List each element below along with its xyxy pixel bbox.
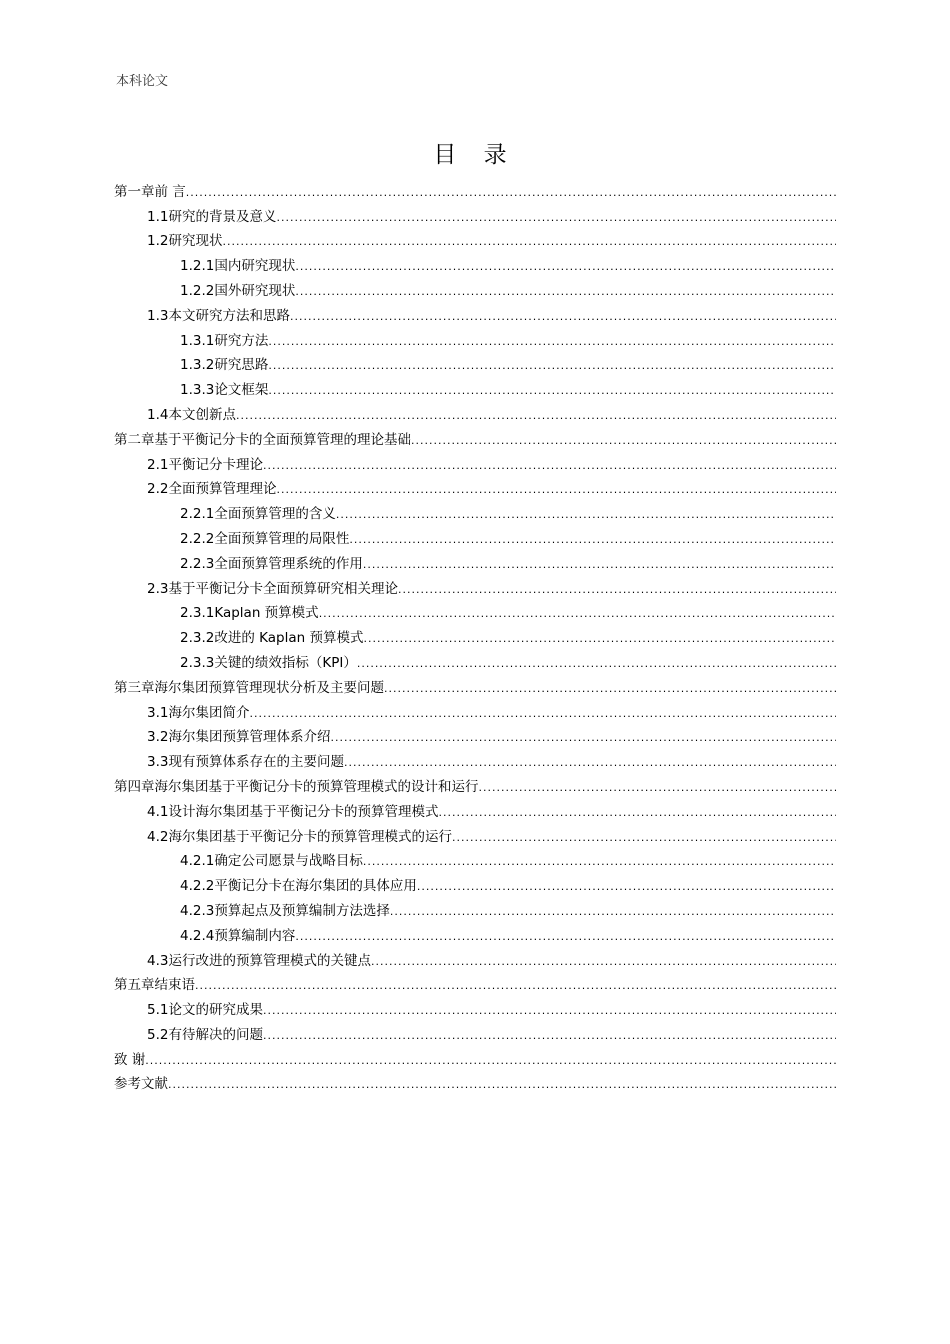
toc-entry[interactable] <box>114 598 836 623</box>
toc-entry-label: 2.2全面预算管理理论 <box>147 481 277 498</box>
toc-dot-leader <box>186 184 836 201</box>
toc-entry[interactable] <box>114 449 836 474</box>
toc-dot-leader <box>276 209 836 226</box>
toc-entry[interactable] <box>114 498 836 523</box>
toc-entry-label: 3.2海尔集团预算管理体系介绍 <box>147 729 331 746</box>
toc-dot-leader <box>390 903 836 920</box>
toc-entry[interactable] <box>114 300 836 325</box>
toc-dot-leader <box>384 680 836 697</box>
toc-dot-leader <box>363 853 836 870</box>
toc-dot-leader <box>398 581 836 598</box>
toc-entry[interactable] <box>114 722 836 747</box>
toc-dot-leader <box>222 233 836 250</box>
toc-entry-label: 1.3本文研究方法和思路 <box>147 307 290 324</box>
toc-entry-label: 2.1平衡记分卡理论 <box>147 456 263 473</box>
toc-entry[interactable] <box>114 523 836 548</box>
toc-dot-leader <box>290 308 836 325</box>
toc-entry-label: 5.2有待解决的问题 <box>147 1026 263 1043</box>
toc-dot-leader <box>268 357 836 374</box>
toc-dot-leader <box>295 258 836 275</box>
toc-entry-label: 第三章海尔集团预算管理现状分析及主要问题 <box>114 679 384 696</box>
toc-dot-leader <box>336 506 836 523</box>
toc-entry[interactable] <box>114 1019 836 1044</box>
page-header: 本科论文 <box>116 74 169 89</box>
toc-dot-leader <box>357 655 836 672</box>
toc-entry-label: 2.2.2全面预算管理的局限性 <box>180 530 350 547</box>
toc-entry-label: 2.3基于平衡记分卡全面预算研究相关理论 <box>147 580 398 597</box>
toc-entry[interactable] <box>114 945 836 970</box>
toc-dot-leader <box>452 829 836 846</box>
toc-entry-label: 3.3现有预算体系存在的主要问题 <box>147 754 344 771</box>
table-of-contents <box>114 176 836 1093</box>
toc-entry-label: 1.4本文创新点 <box>147 406 236 423</box>
toc-dot-leader <box>363 556 836 573</box>
toc-entry-label: 4.2.1确定公司愿景与战略目标 <box>180 853 363 870</box>
toc-entry-label: 2.3.3关键的绩效指标（KPI） <box>180 654 357 671</box>
toc-entry-label: 2.3.2改进的 Kaplan 预算模式 <box>180 630 364 647</box>
toc-entry[interactable] <box>114 994 836 1019</box>
toc-entry[interactable] <box>114 573 836 598</box>
toc-entry[interactable] <box>114 548 836 573</box>
toc-dot-leader <box>363 630 836 647</box>
toc-entry-label: 1.3.2研究思路 <box>180 357 269 374</box>
toc-entry-label: 致 谢 <box>114 1051 146 1068</box>
toc-entry-label: 5.1论文的研究成果 <box>147 1002 263 1019</box>
toc-dot-leader <box>276 481 836 498</box>
toc-entry-label: 第四章海尔集团基于平衡记分卡的预算管理模式的设计和运行 <box>114 778 479 795</box>
toc-dot-leader <box>411 432 836 449</box>
toc-dot-leader <box>295 928 836 945</box>
toc-entry[interactable] <box>114 325 836 350</box>
toc-entry-label: 第二章基于平衡记分卡的全面预算管理的理论基础 <box>114 431 411 448</box>
toc-dot-leader <box>145 1052 836 1069</box>
toc-entry[interactable] <box>114 1044 836 1069</box>
toc-entry-label: 参考文献 <box>114 1076 168 1093</box>
toc-entry-label: 1.3.1研究方法 <box>180 332 269 349</box>
toc-entry[interactable] <box>114 176 836 201</box>
toc-entry[interactable] <box>114 474 836 499</box>
toc-entry-label: 4.1设计海尔集团基于平衡记分卡的预算管理模式 <box>147 803 439 820</box>
toc-dot-leader <box>263 1002 836 1019</box>
toc-dot-leader <box>195 977 836 994</box>
toc-entry-label: 4.2海尔集团基于平衡记分卡的预算管理模式的运行 <box>147 828 452 845</box>
toc-entry[interactable] <box>114 970 836 995</box>
toc-entry[interactable] <box>114 424 836 449</box>
toc-entry[interactable] <box>114 821 836 846</box>
toc-entry[interactable] <box>114 399 836 424</box>
toc-entry-label: 4.2.3预算起点及预算编制方法选择 <box>180 902 390 919</box>
toc-dot-leader <box>438 804 836 821</box>
toc-entry[interactable] <box>114 846 836 871</box>
toc-entry-label: 4.2.4预算编制内容 <box>180 927 296 944</box>
toc-entry[interactable] <box>114 622 836 647</box>
toc-dot-leader <box>236 407 836 424</box>
toc-entry[interactable] <box>114 796 836 821</box>
toc-dot-leader <box>330 729 836 746</box>
toc-dot-leader <box>249 705 836 722</box>
toc-entry-label: 1.2.1国内研究现状 <box>180 258 296 275</box>
toc-entry[interactable] <box>114 746 836 771</box>
toc-entry[interactable] <box>114 895 836 920</box>
toc-entry-label: 第一章前 言 <box>114 183 186 200</box>
toc-entry-label: 3.1海尔集团简介 <box>147 704 250 721</box>
toc-entry[interactable] <box>114 920 836 945</box>
toc-dot-leader <box>371 953 836 970</box>
toc-dot-leader <box>344 754 836 771</box>
toc-entry[interactable] <box>114 350 836 375</box>
toc-entry[interactable] <box>114 201 836 226</box>
toc-entry[interactable] <box>114 771 836 796</box>
toc-entry[interactable] <box>114 275 836 300</box>
toc-entry-label: 1.2.2国外研究现状 <box>180 282 296 299</box>
toc-dot-leader <box>263 457 836 474</box>
toc-title: 目 录 <box>433 142 517 168</box>
toc-entry[interactable] <box>114 870 836 895</box>
toc-dot-leader <box>319 605 836 622</box>
toc-entry[interactable] <box>114 672 836 697</box>
toc-entry[interactable] <box>114 250 836 275</box>
toc-dot-leader <box>349 531 836 548</box>
toc-dot-leader <box>417 878 836 895</box>
toc-dot-leader <box>268 333 836 350</box>
toc-dot-leader <box>295 283 836 300</box>
toc-entry-label: 1.1研究的背景及意义 <box>147 208 277 225</box>
toc-entry[interactable] <box>114 374 836 399</box>
toc-dot-leader <box>263 1027 836 1044</box>
toc-entry-label: 2.2.1全面预算管理的含义 <box>180 506 336 523</box>
toc-entry[interactable] <box>114 226 836 251</box>
toc-entry-label: 4.3运行改进的预算管理模式的关键点 <box>147 952 371 969</box>
toc-entry-label: 1.3.3论文框架 <box>180 382 269 399</box>
toc-dot-leader <box>168 1076 836 1093</box>
toc-entry-label: 2.2.3全面预算管理系统的作用 <box>180 555 363 572</box>
toc-entry-label: 第五章结束语 <box>114 977 195 994</box>
toc-entry[interactable] <box>114 647 836 672</box>
toc-entry-label: 2.3.1Kaplan 预算模式 <box>180 605 319 622</box>
toc-entry[interactable] <box>114 1069 836 1094</box>
toc-dot-leader <box>479 779 837 796</box>
toc-dot-leader <box>268 382 836 399</box>
toc-entry[interactable] <box>114 697 836 722</box>
toc-entry-label: 1.2研究现状 <box>147 233 223 250</box>
toc-entry-label: 4.2.2平衡记分卡在海尔集团的具体应用 <box>180 878 417 895</box>
